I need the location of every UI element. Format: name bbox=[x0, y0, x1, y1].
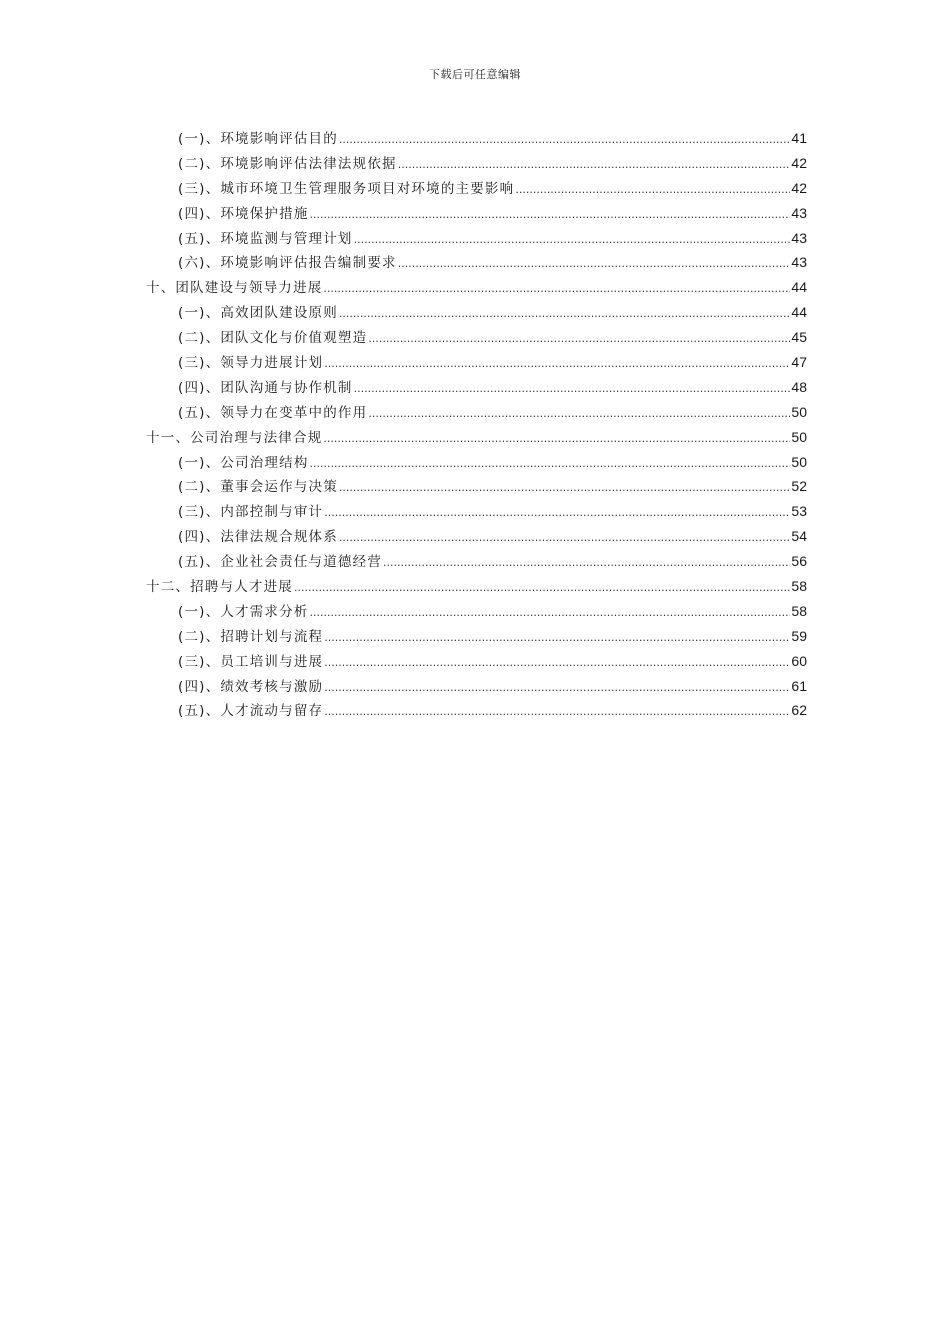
toc-entry[interactable] bbox=[146, 674, 807, 699]
toc-entry-page: 54 bbox=[791, 528, 807, 545]
toc-entry-title: 十一、公司治理与法律合规 bbox=[146, 429, 323, 446]
toc-entry[interactable] bbox=[146, 176, 807, 201]
toc-entry-title: 十二、招聘与人才进展 bbox=[146, 579, 293, 596]
toc-entry[interactable] bbox=[146, 300, 807, 325]
toc-entry[interactable] bbox=[146, 201, 807, 226]
toc-entry-title: (一)、人才需求分析 bbox=[178, 603, 309, 620]
toc-entry-page: 50 bbox=[791, 453, 807, 470]
toc-entry-title: (二)、招聘计划与流程 bbox=[178, 628, 324, 645]
dot-leader bbox=[339, 128, 790, 153]
dot-leader bbox=[339, 476, 790, 501]
toc-entry-page: 43 bbox=[791, 229, 807, 246]
toc-entry-title: (二)、环境影响评估法律法规依据 bbox=[178, 155, 397, 172]
toc-entry[interactable] bbox=[146, 549, 807, 574]
dot-leader bbox=[324, 651, 790, 676]
toc-entry-title: (五)、环境监测与管理计划 bbox=[178, 230, 353, 247]
toc-entry-title: (六)、环境影响评估报告编制要求 bbox=[178, 255, 397, 272]
toc-entry[interactable] bbox=[146, 400, 807, 425]
toc-entry-page: 43 bbox=[791, 254, 807, 271]
toc-entry-page: 42 bbox=[791, 154, 807, 171]
dot-leader bbox=[310, 601, 791, 626]
dot-leader bbox=[354, 228, 791, 253]
toc-entry-title: (二)、董事会运作与决策 bbox=[178, 479, 338, 496]
toc-entry-page: 50 bbox=[791, 428, 807, 445]
toc-entry[interactable] bbox=[146, 226, 807, 251]
table-of-contents bbox=[146, 126, 807, 723]
toc-entry-page: 62 bbox=[791, 702, 807, 719]
toc-entry-page: 53 bbox=[791, 503, 807, 520]
toc-entry-title: (三)、员工培训与进展 bbox=[178, 653, 324, 670]
toc-entry-title: (四)、团队沟通与协作机制 bbox=[178, 379, 353, 396]
dot-leader bbox=[323, 277, 790, 302]
dot-leader bbox=[398, 153, 791, 178]
toc-entry-title: (二)、团队文化与价值观塑造 bbox=[178, 330, 368, 347]
toc-entry-page: 42 bbox=[791, 179, 807, 196]
toc-entry-title: (三)、内部控制与审计 bbox=[178, 504, 324, 521]
toc-entry[interactable] bbox=[146, 350, 807, 375]
toc-entry[interactable] bbox=[146, 151, 807, 176]
toc-entry-page: 61 bbox=[791, 677, 807, 694]
page-header: 下载后可任意编辑 bbox=[429, 68, 521, 81]
dot-leader bbox=[368, 327, 790, 352]
toc-entry-page: 47 bbox=[791, 354, 807, 371]
toc-entry-page: 56 bbox=[791, 553, 807, 570]
toc-entry[interactable] bbox=[146, 624, 807, 649]
toc-entry-page: 44 bbox=[791, 304, 807, 321]
toc-entry[interactable] bbox=[146, 499, 807, 524]
dot-leader bbox=[354, 377, 791, 402]
dot-leader bbox=[368, 402, 790, 427]
toc-entry[interactable] bbox=[146, 126, 807, 151]
toc-entry-page: 44 bbox=[791, 279, 807, 296]
toc-entry-page: 52 bbox=[791, 478, 807, 495]
toc-entry-title: (四)、环境保护措施 bbox=[178, 205, 309, 222]
toc-entry[interactable] bbox=[146, 325, 807, 350]
toc-entry[interactable] bbox=[146, 649, 807, 674]
dot-leader bbox=[383, 551, 790, 576]
dot-leader bbox=[310, 452, 791, 477]
dot-leader bbox=[339, 526, 790, 551]
toc-entry[interactable] bbox=[146, 375, 807, 400]
toc-entry-page: 58 bbox=[791, 578, 807, 595]
toc-entry[interactable] bbox=[146, 474, 807, 499]
dot-leader bbox=[515, 178, 790, 203]
dot-leader bbox=[310, 203, 791, 228]
toc-entry-title: (五)、领导力在变革中的作用 bbox=[178, 404, 368, 421]
toc-entry[interactable] bbox=[146, 450, 807, 475]
toc-entry-title: (一)、环境影响评估目的 bbox=[178, 131, 338, 147]
dot-leader bbox=[324, 626, 790, 651]
toc-entry-page: 41 bbox=[791, 130, 807, 146]
toc-entry-title: (三)、领导力进展计划 bbox=[178, 355, 324, 372]
toc-entry-page: 50 bbox=[791, 403, 807, 420]
toc-chapter-entry[interactable] bbox=[146, 275, 807, 300]
toc-entry-title: (一)、公司治理结构 bbox=[178, 454, 309, 471]
toc-entry[interactable] bbox=[146, 599, 807, 624]
toc-entry-page: 48 bbox=[791, 378, 807, 395]
toc-entry[interactable] bbox=[146, 250, 807, 275]
toc-chapter-entry[interactable] bbox=[146, 425, 807, 450]
toc-entry-title: (五)、企业社会责任与道德经营 bbox=[178, 554, 383, 571]
dot-leader bbox=[398, 252, 791, 277]
dot-leader bbox=[294, 576, 790, 601]
toc-entry[interactable] bbox=[146, 524, 807, 549]
toc-entry-page: 58 bbox=[791, 602, 807, 619]
toc-entry-page: 45 bbox=[791, 329, 807, 346]
dot-leader bbox=[324, 700, 790, 725]
toc-entry-title: (三)、城市环境卫生管理服务项目对环境的主要影响 bbox=[178, 180, 515, 197]
dot-leader bbox=[324, 352, 790, 377]
toc-entry-title: (五)、人才流动与留存 bbox=[178, 703, 324, 720]
toc-entry-page: 60 bbox=[791, 652, 807, 669]
dot-leader bbox=[323, 427, 790, 452]
toc-entry-title: (一)、高效团队建设原则 bbox=[178, 305, 338, 322]
dot-leader bbox=[324, 501, 790, 526]
toc-entry-page: 43 bbox=[791, 204, 807, 221]
toc-entry-title: 十、团队建设与领导力进展 bbox=[146, 280, 323, 297]
dot-leader bbox=[339, 302, 790, 327]
dot-leader bbox=[324, 676, 790, 701]
toc-chapter-entry[interactable] bbox=[146, 574, 807, 599]
toc-entry-page: 59 bbox=[791, 627, 807, 644]
toc-entry-title: (四)、法律法规合规体系 bbox=[178, 529, 338, 546]
toc-entry[interactable] bbox=[146, 698, 807, 723]
toc-entry-title: (四)、绩效考核与激励 bbox=[178, 678, 324, 695]
